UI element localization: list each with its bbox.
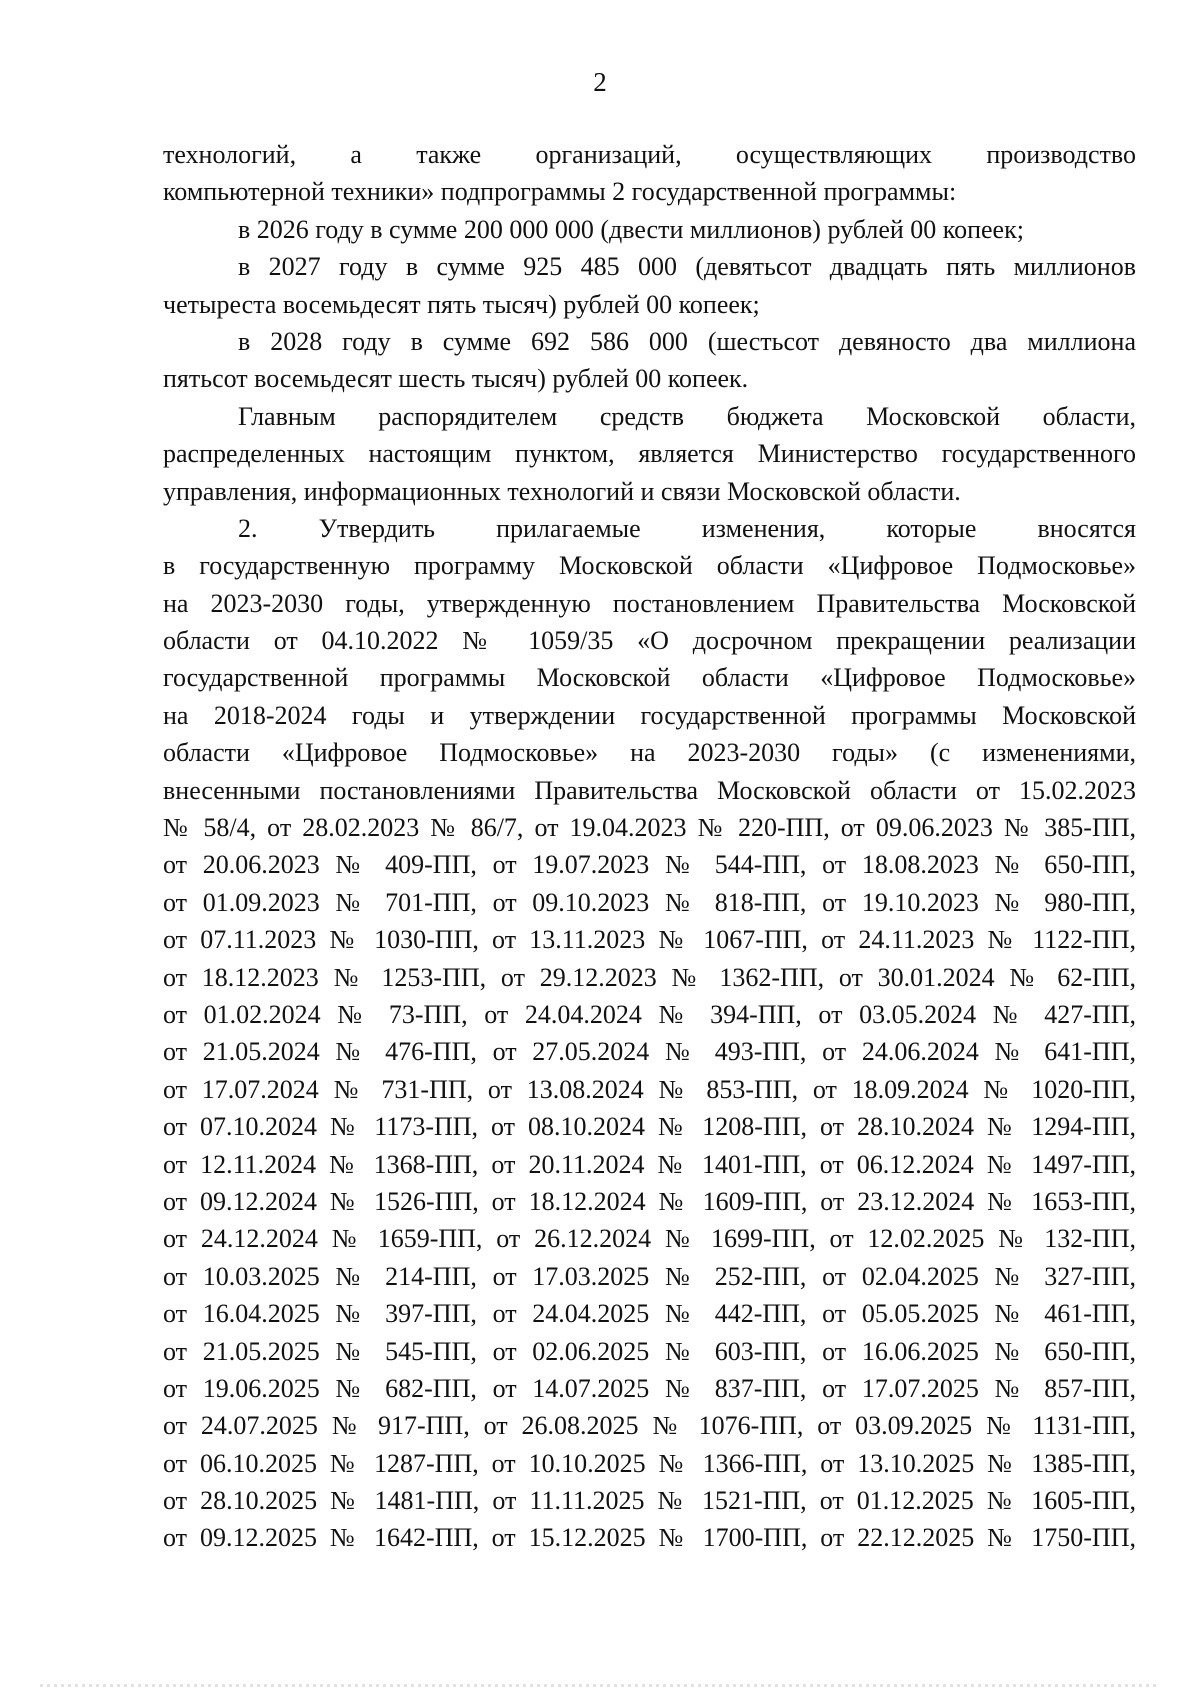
document-body — [163, 136, 1136, 1557]
text-line: на 2023-2030 годы, утвержденную постановлением Правительства Московской — [163, 588, 1136, 618]
text-line: от 01.09.2023 № 701-ПП, от 09.10.2023 № 818-ПП, от 19.10.2023 № 980-ПП, — [163, 887, 1136, 917]
text-line: компьютерной техники» подпрограммы 2 государственной программы: — [163, 177, 957, 207]
text-line: четыреста восемьдесят пять тысяч) рублей 00 копеек; — [163, 289, 760, 319]
scan-edge-artifact — [40, 1684, 1160, 1687]
text-line: от 01.02.2024 № 73-ПП, от 24.04.2024 № 394-ПП, от 03.05.2024 № 427-ПП, — [163, 999, 1136, 1029]
text-line: государственной программы Московской области «Цифровое Подмосковье» — [163, 663, 1136, 693]
text-line: от 28.10.2025 № 1481-ПП, от 11.11.2025 № 1521-ПП, от 01.12.2025 № 1605-ПП, — [163, 1486, 1136, 1516]
text-line: от 18.12.2023 № 1253-ПП, от 29.12.2023 № 1362-ПП, от 30.01.2024 № 62-ПП, — [163, 962, 1136, 992]
text-line: на 2018-2024 годы и утверждении государственной программы Московской — [163, 700, 1136, 730]
text-line: области от 04.10.2022 № 1059/35 «О досрочном прекращении реализации — [163, 626, 1136, 656]
text-line: Главным распорядителем средств бюджета Московской области, — [238, 401, 1136, 431]
text-line: от 06.10.2025 № 1287-ПП, от 10.10.2025 № 1366-ПП, от 13.10.2025 № 1385-ПП, — [163, 1448, 1136, 1478]
text-line: технологий, а также организаций, осуществляющих производство — [163, 140, 1136, 169]
text-line: пятьсот восемьдесят шесть тысяч) рублей 00 копеек. — [163, 364, 749, 394]
text-line: управления, информационных технологий и связи Московской области. — [163, 476, 961, 506]
text-line: от 07.11.2023 № 1030-ПП, от 13.11.2023 № 1067-ПП, от 24.11.2023 № 1122-ПП, — [163, 925, 1136, 955]
page-number: 2 — [593, 67, 607, 97]
text-line: от 10.03.2025 № 214-ПП, от 17.03.2025 № 252-ПП, от 02.04.2025 № 327-ПП, — [163, 1261, 1136, 1291]
text-line: внесенными постановлениями Правительства Московской области от 15.02.2023 — [163, 775, 1136, 805]
text-line: от 16.04.2025 № 397-ПП, от 24.04.2025 № 442-ПП, от 05.05.2025 № 461-ПП, — [163, 1299, 1136, 1329]
text-line: в 2028 году в сумме 692 586 000 (шестьсот девяносто два миллиона — [238, 326, 1136, 356]
text-line: от 21.05.2025 № 545-ПП, от 02.06.2025 № 603-ПП, от 16.06.2025 № 650-ПП, — [163, 1336, 1136, 1366]
text-line: от 24.07.2025 № 917-ПП, от 26.08.2025 № 1076-ПП, от 03.09.2025 № 1131-ПП, — [163, 1411, 1136, 1441]
text-line: от 20.06.2023 № 409-ПП, от 19.07.2023 № 544-ПП, от 18.08.2023 № 650-ПП, — [163, 850, 1136, 880]
text-line: в государственную программу Московской области «Цифровое Подмосковье» — [163, 551, 1136, 581]
text-line: от 09.12.2024 № 1526-ПП, от 18.12.2024 № 1609-ПП, от 23.12.2024 № 1653-ПП, — [163, 1186, 1136, 1216]
text-line: от 17.07.2024 № 731-ПП, от 13.08.2024 № 853-ПП, от 18.09.2024 № 1020-ПП, — [163, 1074, 1136, 1104]
text-line: от 09.12.2025 № 1642-ПП, от 15.12.2025 № 1700-ПП, от 22.12.2025 № 1750-ПП, — [163, 1523, 1136, 1553]
text-line: в 2026 году в сумме 200 000 000 (двести миллионов) рублей 00 копеек; — [238, 214, 1024, 244]
text-line: № 58/4, от 28.02.2023 № 86/7, от 19.04.2023 № 220-ПП, от 09.06.2023 № 385-ПП, — [163, 813, 1136, 843]
text-line: распределенных настоящим пунктом, является Министерство государственного — [163, 439, 1136, 469]
text-line: от 21.05.2024 № 476-ПП, от 27.05.2024 № 493-ПП, от 24.06.2024 № 641-ПП, — [163, 1037, 1136, 1067]
text-line: от 19.06.2025 № 682-ПП, от 14.07.2025 № 837-ПП, от 17.07.2025 № 857-ПП, — [163, 1373, 1136, 1403]
text-line: от 07.10.2024 № 1173-ПП, от 08.10.2024 № 1208-ПП, от 28.10.2024 № 1294-ПП, — [163, 1112, 1136, 1142]
text-line: от 12.11.2024 № 1368-ПП, от 20.11.2024 № 1401-ПП, от 06.12.2024 № 1497-ПП, — [163, 1149, 1136, 1179]
text-line: в 2027 году в сумме 925 485 000 (девятьсот двадцать пять миллионов — [238, 252, 1136, 282]
text-line: области «Цифровое Подмосковье» на 2023-2030 годы» (с изменениями, — [163, 738, 1136, 768]
text-line: от 24.12.2024 № 1659-ПП, от 26.12.2024 № 1699-ПП, от 12.02.2025 № 132-ПП, — [163, 1224, 1136, 1254]
text-line: 2. Утвердить прилагаемые изменения, которые вносятся — [238, 513, 1136, 543]
